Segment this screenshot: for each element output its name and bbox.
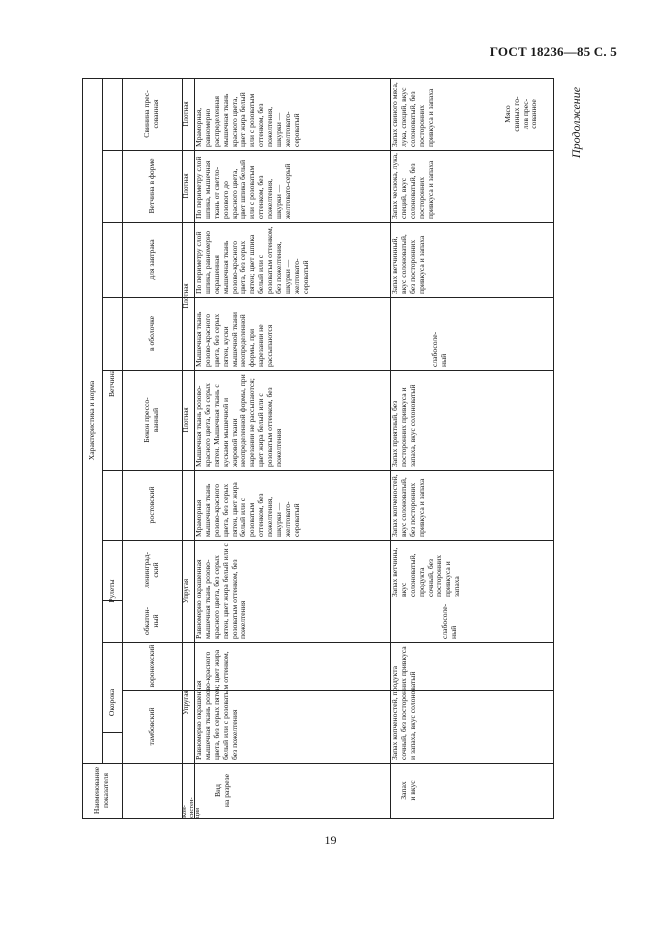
text-taste-rulety: Запах ветчины, вкус солоноватый, продукта сочный, без посторонних привкуса и запаха bbox=[390, 547, 462, 597]
row-cut-label: Вид на разрезе bbox=[213, 773, 231, 808]
text-consistency-svinina: Плотная bbox=[182, 101, 190, 127]
cell-consistency-forme bbox=[182, 150, 194, 222]
col-svinina-cell bbox=[122, 78, 182, 150]
text-taste-okoroka-extra: слабосоле- ный bbox=[440, 603, 458, 639]
text-taste-myaso: Запах свиного мяса, лука, специй, вкус солоноватый, без посторонних привкуса и запаха bbox=[390, 82, 435, 147]
col-rostov-cell bbox=[122, 470, 182, 540]
header-indicator-cell bbox=[82, 763, 122, 818]
text-taste-okoroka: Запах копченостей, продукта сочный, без посторонних привкуса и запаха, вкус солоноватый bbox=[390, 646, 417, 760]
header-okoroka: Окорока bbox=[106, 688, 116, 717]
col-svinina: Свинина прес- сованная bbox=[142, 90, 160, 138]
cell-cut-formovka bbox=[194, 297, 390, 370]
cell-consistency-rulety bbox=[182, 540, 194, 642]
text-cut-myaso: Мраморная, равномерно распределенная мышечная ткань красного цвета, цвет жира белый или с розоватым оттенком, без пожелтения, шкурки — желтовато-сероватый bbox=[194, 92, 301, 147]
cell-cut-myaso bbox=[194, 78, 390, 150]
cell-taste-rulety bbox=[390, 540, 553, 600]
row-consistency-label-cell bbox=[181, 763, 201, 818]
row-cut-label-cell bbox=[194, 763, 390, 818]
row-taste-label: Запах и вкус bbox=[399, 780, 417, 801]
subheader-divider-3 bbox=[102, 470, 122, 471]
row-consistency-label: Кон- систен- ция bbox=[181, 797, 201, 818]
col-leningrad-cell bbox=[122, 540, 182, 600]
header-vetchina-cell bbox=[102, 297, 122, 470]
text-consistency-bekon: Плотная bbox=[182, 407, 190, 433]
cell-consistency-svinina bbox=[182, 78, 194, 150]
text-taste-forme: Запах ветчинный, вкус солоноватый, без посторонних привкуса и запаха bbox=[390, 234, 426, 294]
cell-cut-svinina bbox=[194, 150, 390, 222]
cell-taste-svinina bbox=[390, 150, 553, 222]
text-cut-rulety: Равномерно окрашенная мышечная ткань розово-красного цвета, без серых пятен, цвет жира белый или с розоватым оттенком, без пожелтения bbox=[194, 543, 248, 639]
text-taste-formovka: слабосоле- ный bbox=[430, 331, 448, 367]
col-formovka: для завтрака bbox=[146, 239, 156, 280]
col-voronezh: воронежский bbox=[146, 644, 156, 688]
cell-taste-okoroka-extra bbox=[440, 600, 470, 642]
text-cut-formovka: Мышечная ткань розово-красного цвета, без серых пятен, куски мышечной ткани неопределенной формы, при нарезании не рассыпаются bbox=[194, 311, 274, 367]
header-okoroka-cell bbox=[102, 642, 122, 763]
cell-cut-okoroka bbox=[194, 642, 390, 763]
col-obolochka: в оболочке bbox=[146, 316, 156, 351]
header-vetchina: Ветчина bbox=[106, 369, 116, 398]
col-obkatny-cell bbox=[122, 600, 182, 642]
cell-consistency-bekon bbox=[182, 370, 194, 470]
text-taste-obolochka: Запах приятный, без посторонних привкуса и запаха, вкус солоноватый bbox=[390, 384, 417, 467]
cell-cut-forme bbox=[194, 222, 390, 297]
col-myaso: Мясо свиных го- лов прес- сованное bbox=[502, 96, 539, 132]
col-voronezh-cell bbox=[122, 642, 182, 690]
table-border-right bbox=[553, 78, 554, 819]
cell-taste-bekon bbox=[390, 470, 553, 540]
header-characteristic: Характеристика и норма bbox=[86, 380, 96, 461]
header-characteristic-cell bbox=[82, 78, 102, 763]
continuation-label bbox=[566, 86, 588, 158]
text-cut-svinina: По периметру слой шпика, мышечная ткань от светло-розового до красного цвета, цвет шпика белый или с розоватым оттенком, без пожелтения, шкурки — желтовато-серый bbox=[194, 156, 292, 219]
header-indicator: Наименование показателя bbox=[92, 766, 110, 815]
continuation-text: Продолжение bbox=[569, 86, 584, 158]
text-taste-bekon: Запах копченостей, вкус солоноватый, без посторонних привкуса и запаха bbox=[390, 474, 426, 537]
subheader-divider-5 bbox=[102, 222, 122, 223]
col-vetchina-forme-cell bbox=[122, 150, 182, 222]
col-tambov: тамбовский bbox=[146, 707, 156, 746]
cell-consistency-okoroka bbox=[182, 642, 194, 763]
col-obkatny: обкатон- ный bbox=[142, 606, 160, 636]
text-consistency-forme: Плотная bbox=[182, 173, 190, 199]
cell-cut-bekon bbox=[194, 470, 390, 540]
text-consistency-rulety: Упругая bbox=[182, 578, 190, 604]
cell-taste-okoroka bbox=[390, 642, 553, 763]
cell-taste-myaso bbox=[390, 78, 490, 150]
standard-header: ГОСТ 18236—85 С. 5 bbox=[489, 44, 617, 59]
col-myaso-cell bbox=[490, 78, 553, 150]
text-cut-forme: По периметру слой шпика, равномерно окрашенная мышечная ткань розово-красного цвета, без серых пятен; цвет шпика белый или с розоватым оттенком, без пожелтения, шкурки — желтовато-сероватый bbox=[194, 226, 310, 294]
col-rostov: ростовский bbox=[146, 486, 156, 524]
col-bekon-cell bbox=[122, 370, 182, 470]
subheader-divider-6 bbox=[102, 150, 122, 151]
col-obolochka-cell bbox=[122, 297, 182, 370]
col-leningrad: ленинград- ский bbox=[142, 551, 160, 589]
cell-taste-obolochka bbox=[390, 370, 553, 470]
cell-consistency-obolochka bbox=[182, 222, 194, 370]
cell-cut-obolochka bbox=[194, 370, 390, 470]
row-taste-label-cell bbox=[390, 763, 553, 818]
text-consistency-okoroka: Упругая bbox=[182, 690, 190, 715]
text-cut-okoroka: Равномерно окрашенная мышечная ткань розово-красного цвета, без серых пятен; цвет жира белый или с розоватым оттенком, без пожелтения bbox=[194, 649, 239, 760]
header-rulety-cell bbox=[102, 540, 122, 642]
table-border-bottom bbox=[82, 818, 554, 819]
col-tambov-cell bbox=[122, 690, 182, 763]
cell-taste-forme bbox=[390, 222, 553, 297]
page-number: 19 bbox=[324, 833, 337, 847]
text-cut-bekon: Мраморная мышечная ткань розово-красного цвета, без серых пятен, цвет жира белый или с розоватым оттенком, без пожелтения, шкурки — желтовато-сероватый bbox=[194, 482, 301, 537]
text-consistency-obolochka: Плотная bbox=[182, 283, 190, 309]
cell-taste-formovka bbox=[430, 297, 470, 370]
col-formovka-cell bbox=[122, 222, 182, 297]
text-cut-obolochka: Мышечная ткань розово-красного цвета, без серых пятен. Мышечная ткань с кусками мышечной и жировой ткани неопределенной формы, при нарезании не рассыпаются; цвет жира белый или с розоватым оттенком, без пожелтения bbox=[194, 374, 283, 467]
text-taste-svinina: Запах чеснока, лука, специй, вкус солоноватый, без посторонних привкуса и запаха bbox=[390, 153, 435, 219]
col-bekon: Бекон прессо- ванный bbox=[142, 397, 160, 443]
cell-cut-rulety bbox=[194, 540, 390, 642]
header-rulety: Рулеты bbox=[106, 579, 116, 603]
col-vetchina-forme: Ветчина в форме bbox=[146, 158, 156, 214]
